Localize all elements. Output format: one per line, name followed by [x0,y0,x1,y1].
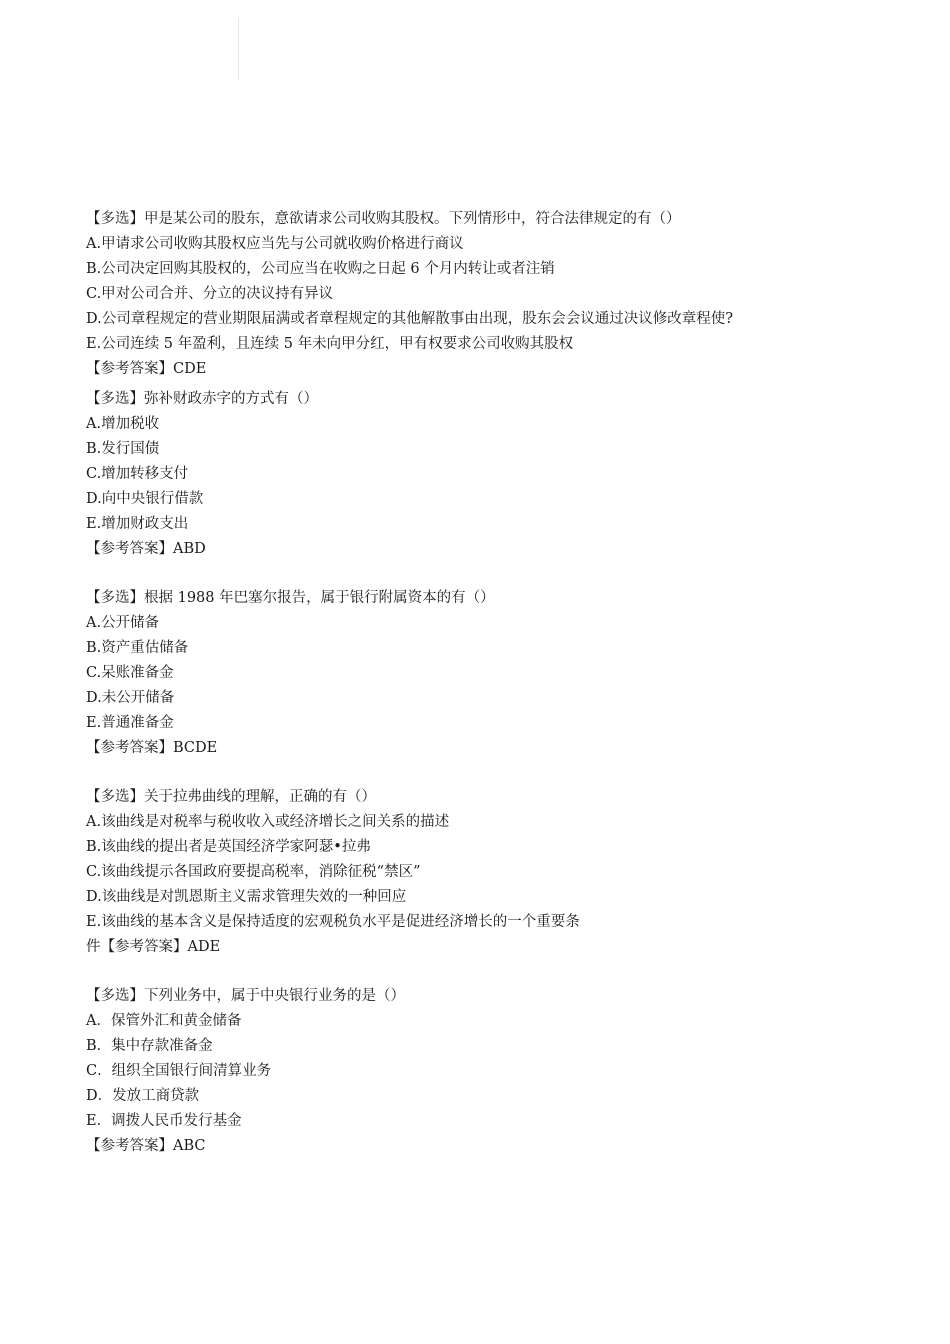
option-b: B.公司决定回购其股权的，公司应当在收购之日起 6 个月内转让或者注销 [86,261,555,277]
answer: 【参考答案】BCDE [86,740,218,756]
option-e: E.增加财政支出 [86,516,189,532]
question-2 [86,387,816,562]
document-body [86,207,816,1159]
question-stem: 【多选】甲是某公司的股东，意欲请求公司收购其股权。下列情形中，符合法律规定的有（） [86,211,681,227]
option-c: C.甲对公司合并、分立的决议持有异议 [86,286,334,302]
option-d: D.未公开储备 [86,690,175,706]
answer: 【参考答案】CDE [86,361,207,377]
option-b: B.该曲线的提出者是英国经济学家阿瑟•拉弗 [86,839,371,855]
question-stem: 【多选】关于拉弗曲线的理解，正确的有（） [86,789,376,805]
option-b: B．集中存款准备金 [86,1038,213,1054]
question-stem: 【多选】根据 1988 年巴塞尔报告，属于银行附属资本的有（） [86,590,495,606]
option-d: D.公司章程规定的营业期限届满或者章程规定的其他解散事由出现，股东会会议通过决议修改章程使? [86,311,733,327]
header-divider [238,18,239,80]
option-e: E.普通准备金 [86,715,174,731]
answer: 【参考答案】ABC [86,1138,206,1154]
answer: 【参考答案】ABD [86,541,206,557]
option-a: A.增加税收 [86,416,160,432]
option-e: E.公司连续 5 年盈利，且连续 5 年未向甲分红，甲有权要求公司收购其股权 [86,336,574,352]
option-e: E.该曲线的基本含义是保持适度的宏观税负水平是促进经济增长的一个重要条 [86,914,580,930]
option-a: A.甲请求公司收购其股权应当先与公司就收购价格进行商议 [86,236,464,252]
option-d: D．发放工商贷款 [86,1088,200,1104]
option-b: B.资产重估储备 [86,640,189,656]
question-5 [86,984,816,1159]
option-d: D.该曲线是对凯恩斯主义需求管理失效的一种回应 [86,889,407,905]
option-c: C.增加转移支付 [86,466,189,482]
question-4 [86,785,816,960]
option-d: D.向中央银行借款 [86,491,204,507]
option-a: A．保管外汇和黄金储备 [86,1013,242,1029]
option-e: E．调拨人民币发行基金 [86,1113,242,1129]
option-a: A.该曲线是对税率与税收收入或经济增长之间关系的描述 [86,814,450,830]
question-1 [86,207,816,382]
option-c: C.该曲线提示各国政府要提高税率，消除征税“禁区” [86,864,421,880]
option-c: C.呆账准备金 [86,665,174,681]
answer: 件【参考答案】ADE [86,939,221,955]
option-b: B.发行国债 [86,441,160,457]
question-stem: 【多选】弥补财政赤字的方式有（） [86,391,318,407]
question-stem: 【多选】下列业务中，属于中央银行业务的是（） [86,988,405,1004]
option-c: C．组织全国银行间清算业务 [86,1063,272,1079]
question-3 [86,586,816,761]
option-a: A.公开储备 [86,615,160,631]
